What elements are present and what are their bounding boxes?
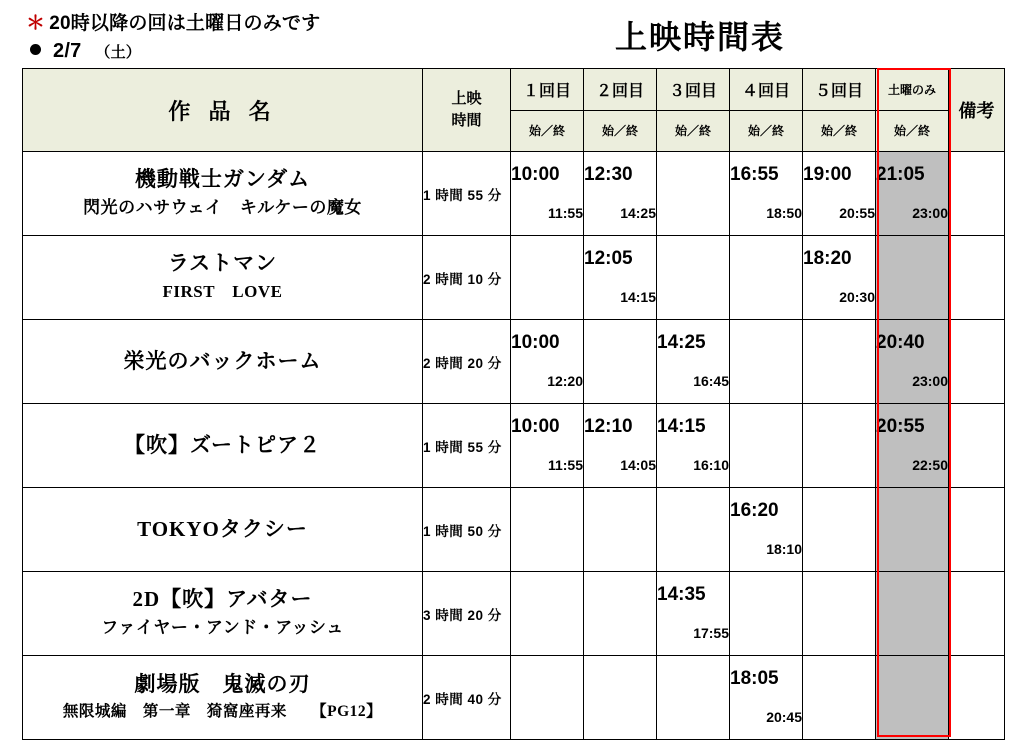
showtime-cell: [657, 320, 730, 404]
showtime-cell: [657, 572, 730, 656]
showtime-cell: [584, 320, 657, 404]
showtime-end: 20:55: [839, 205, 875, 222]
showtime-cell: [584, 656, 657, 740]
showtime-cell: [803, 404, 876, 488]
film-title-cell: [23, 320, 423, 404]
subheader-start-end-3: 始／終: [657, 110, 730, 152]
showtime-cell: [511, 488, 584, 572]
note-cell: [949, 320, 1005, 404]
asterisk-icon: ＊: [26, 13, 46, 34]
runtime-cell: 1 時間 55 分: [423, 152, 511, 236]
showtime-cell: [803, 320, 876, 404]
showtime-cell: [584, 488, 657, 572]
header-note: 備考: [949, 69, 1005, 152]
showtime-cell: [803, 488, 876, 572]
table-header-row: [23, 69, 1005, 111]
table-row: [23, 152, 1005, 236]
runtime-cell: 2 時間 20 分: [423, 320, 511, 404]
saturday-showtime-start: 20:40: [876, 332, 925, 354]
note-cell: [949, 404, 1005, 488]
showtime-cell: [803, 656, 876, 740]
note-cell: [949, 572, 1005, 656]
showtimes-table: [22, 68, 1005, 740]
showtime-end: 16:45: [693, 373, 729, 390]
weekday-value: （土）: [95, 44, 142, 61]
subheader-start-end-5: 始／終: [803, 110, 876, 152]
note-after-20: [26, 8, 320, 35]
film-title-sub: 閃光のハサウェイ キルケーの魔女: [83, 198, 362, 218]
subheader-start-end-4: 始／終: [730, 110, 803, 152]
showtime-end: 18:50: [766, 205, 802, 222]
showtime-cell: [730, 488, 803, 572]
header-title: 作 品 名: [23, 69, 423, 152]
showtime-start: 16:55: [730, 164, 779, 186]
showtime-cell: [584, 152, 657, 236]
table-row: [23, 488, 1005, 572]
film-title-cell: [23, 152, 423, 236]
showtime-cell: [657, 656, 730, 740]
film-title-main: ラストマン: [167, 251, 278, 276]
note-cell: [949, 236, 1005, 320]
note-cell: [949, 488, 1005, 572]
subheader-start-end-2: 始／終: [584, 110, 657, 152]
showtime-end: 14:25: [620, 205, 656, 222]
runtime-cell: 1 時間 50 分: [423, 488, 511, 572]
date-line: [30, 40, 141, 63]
header-round-1: １回目: [511, 69, 584, 111]
showtime-start: 16:20: [730, 500, 779, 522]
showtime-end: 17:55: [693, 625, 729, 642]
subheader-start-end-1: 始／終: [511, 110, 584, 152]
showtime-end: 20:30: [839, 289, 875, 306]
film-title-cell: [23, 656, 423, 740]
showtime-start: 18:20: [803, 248, 852, 270]
header-runtime: [423, 69, 511, 152]
showtime-cell: [730, 236, 803, 320]
header-runtime-line2: 時間: [451, 112, 482, 129]
saturday-showtime-cell: [876, 488, 949, 572]
showtime-cell: [803, 152, 876, 236]
bullet-icon: [30, 44, 41, 55]
saturday-showtime-cell: [876, 320, 949, 404]
showtime-cell: [511, 404, 584, 488]
film-title-main: 機動戦士ガンダム: [134, 167, 311, 192]
runtime-cell: 2 時間 40 分: [423, 656, 511, 740]
showtime-start: 10:00: [511, 332, 560, 354]
showtime-cell: [730, 404, 803, 488]
showtime-start: 14:15: [657, 416, 706, 438]
note-after-20-text: 20時以降の回は土曜日のみです: [49, 13, 321, 34]
runtime-cell: 1 時間 55 分: [423, 404, 511, 488]
film-title-main: 劇場版 鬼滅の刃: [134, 672, 311, 697]
showtime-end: 20:45: [766, 709, 802, 726]
runtime-cell: 2 時間 10 分: [423, 236, 511, 320]
table-row: [23, 572, 1005, 656]
showtime-cell: [511, 656, 584, 740]
film-title-main: TOKYOタクシー: [137, 517, 308, 542]
film-title-main: 2D【吹】アバター: [132, 587, 313, 612]
saturday-showtime-end: 22:50: [912, 457, 948, 474]
showtime-cell: [657, 236, 730, 320]
film-title-cell: [23, 572, 423, 656]
table-body: [23, 152, 1005, 740]
saturday-showtime-end: 23:00: [912, 373, 948, 390]
showtime-cell: [657, 488, 730, 572]
table-row: [23, 656, 1005, 740]
table-row: [23, 236, 1005, 320]
table-row: [23, 320, 1005, 404]
saturday-showtime-cell: [876, 404, 949, 488]
page-title: 上映時間表: [614, 19, 785, 55]
showtime-cell: [584, 572, 657, 656]
showtime-cell: [511, 236, 584, 320]
note-cell: [949, 152, 1005, 236]
saturday-showtime-start: 20:55: [876, 416, 925, 438]
table-row: [23, 404, 1005, 488]
header-runtime-line1: 上映: [451, 89, 482, 107]
showtime-start: 18:05: [730, 668, 779, 690]
showtime-cell: [730, 152, 803, 236]
film-title-cell: [23, 488, 423, 572]
showtime-end: 16:10: [693, 457, 729, 474]
showtime-cell: [730, 572, 803, 656]
film-title-main: 【吹】ズートピア２: [124, 433, 321, 458]
saturday-showtime-cell: [876, 236, 949, 320]
showtime-cell: [584, 236, 657, 320]
subheader-start-end-saturday: 始／終: [876, 110, 949, 152]
showtime-cell: [511, 572, 584, 656]
header-round-4: ４回目: [730, 69, 803, 111]
showtime-end: 18:10: [766, 541, 802, 558]
showtime-cell: [803, 236, 876, 320]
showtime-start: 10:00: [511, 164, 560, 186]
showtime-cell: [730, 320, 803, 404]
showtime-cell: [657, 152, 730, 236]
saturday-showtime-cell: [876, 572, 949, 656]
header-round-3: ３回目: [657, 69, 730, 111]
showtime-start: 14:35: [657, 584, 706, 606]
showtime-start: 12:10: [584, 416, 633, 438]
film-title-sub: ファイヤー・アンド・アッシュ: [101, 618, 344, 638]
header-round-2: ２回目: [584, 69, 657, 111]
showtime-start: 10:00: [511, 416, 560, 438]
showtime-cell: [803, 572, 876, 656]
film-title-sub: FIRST LOVE: [162, 282, 283, 302]
saturday-showtime-start: 21:05: [876, 164, 925, 186]
showtime-start: 12:05: [584, 248, 633, 270]
showtime-cell: [511, 152, 584, 236]
runtime-cell: 3 時間 20 分: [423, 572, 511, 656]
film-title-sub: 無限城編 第一章 猗窩座再来 【PG12】: [62, 703, 383, 721]
film-title-cell: [23, 236, 423, 320]
showtime-start: 19:00: [803, 164, 852, 186]
showtime-end: 11:55: [547, 205, 583, 222]
showtime-end: 14:15: [620, 289, 656, 306]
showtime-cell: [511, 320, 584, 404]
showtime-end: 11:55: [547, 457, 583, 474]
film-title-cell: [23, 404, 423, 488]
header-saturday-only: 土曜のみ: [876, 69, 949, 111]
showtime-cell: [584, 404, 657, 488]
saturday-showtime-cell: [876, 152, 949, 236]
showtime-end: 14:05: [620, 457, 656, 474]
showtime-end: 12:20: [547, 373, 583, 390]
showtime-start: 12:30: [584, 164, 633, 186]
note-cell: [949, 656, 1005, 740]
showtime-cell: [657, 404, 730, 488]
film-title-main: 栄光のバックホーム: [123, 349, 322, 374]
saturday-showtime-end: 23:00: [912, 205, 948, 222]
header-round-5: ５回目: [803, 69, 876, 111]
showtime-cell: [730, 656, 803, 740]
showtime-start: 14:25: [657, 332, 706, 354]
date-value: 2/7: [53, 40, 82, 62]
saturday-showtime-cell: [876, 656, 949, 740]
